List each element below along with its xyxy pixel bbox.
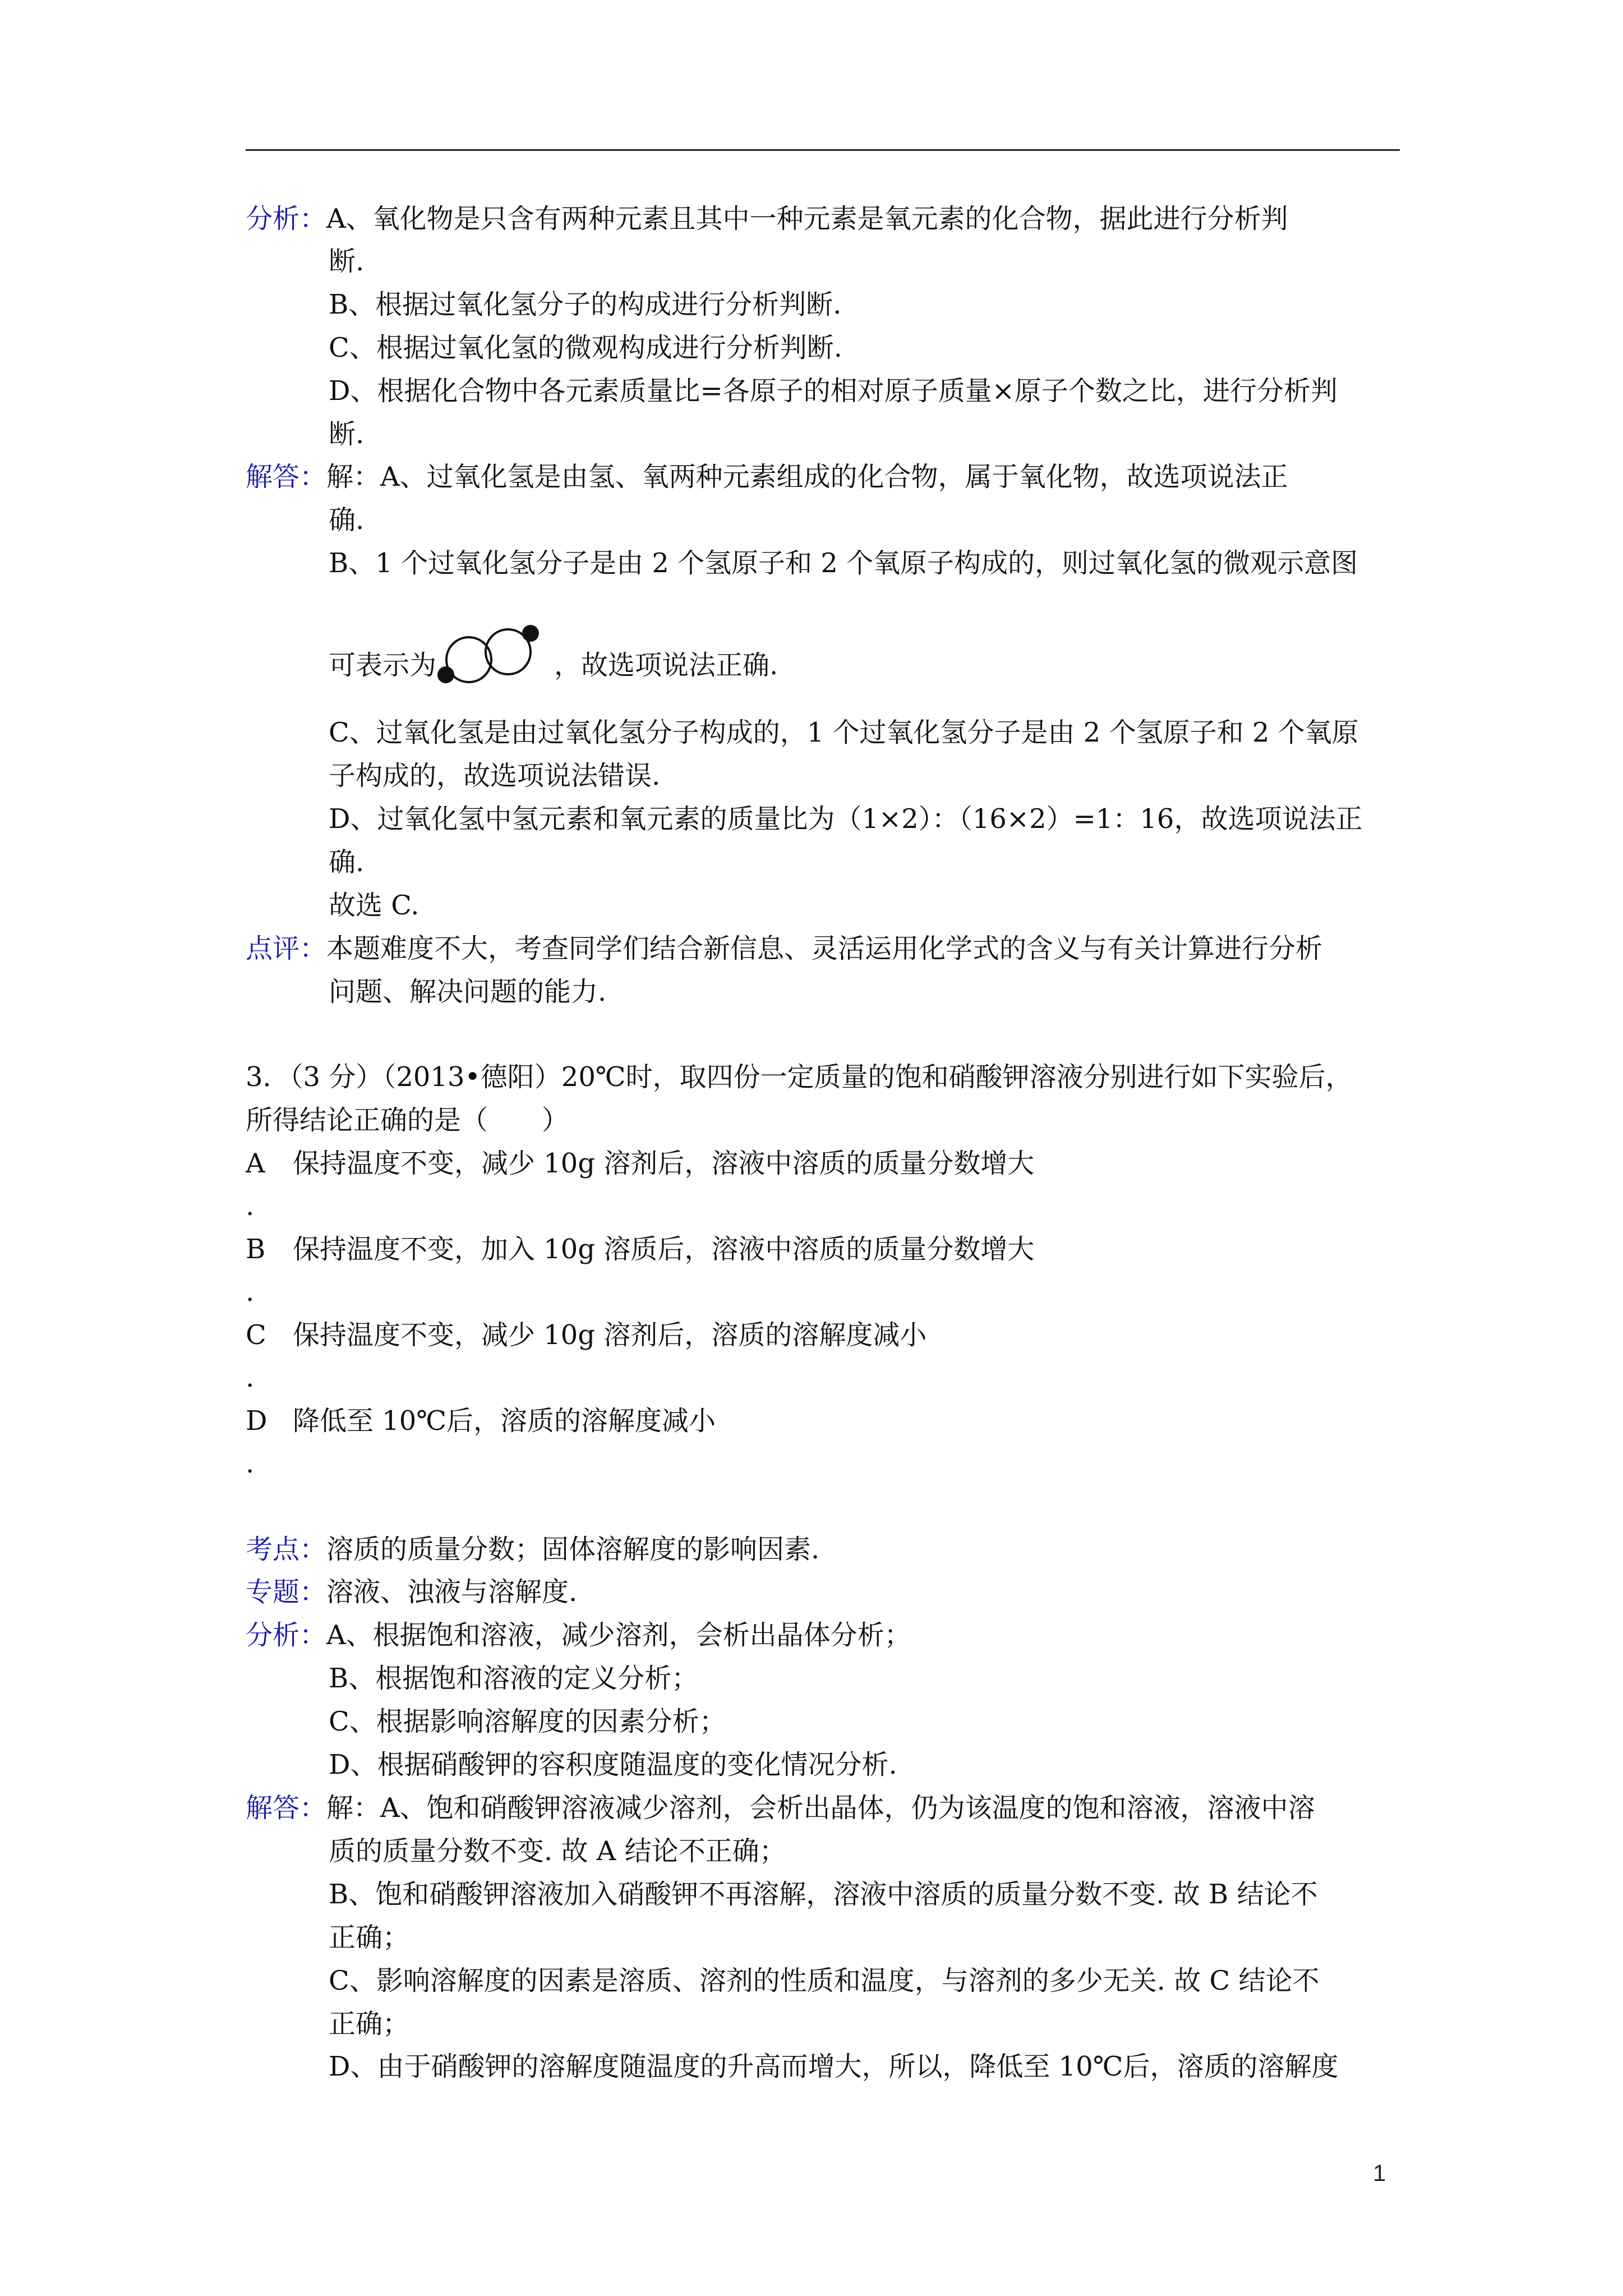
answer-b2-suffix: ，故选项说法正确. — [554, 650, 778, 681]
page-number: 1 — [1373, 2160, 1386, 2186]
answer-line-b1: B、1 个过氧化氢分子是由 2 个氢原子和 2 个氧原子构成的，则过氧化氢的微观示意图 — [329, 547, 1358, 579]
comment-line-1 — [246, 927, 1322, 970]
option-letter: C — [246, 1319, 266, 1351]
zhuanti-text: 溶液、浊液与溶解度. — [326, 1576, 578, 1608]
zhuanti-label: 专题： — [246, 1576, 327, 1608]
option-text: 降低至 10℃后，溶质的溶解度减小 — [293, 1405, 716, 1437]
analysis-text: A、氧化物是只含有两种元素且其中一种元素是氧元素的化合物，据此进行分析判 — [326, 203, 1288, 234]
hydrogen-peroxide-molecule-diagram — [436, 624, 554, 685]
q3-answer-line-b1: B、饱和硝酸钾溶液加入硝酸钾不再溶解，溶液中溶质的质量分数不变. 故 B 结论不 — [329, 1879, 1318, 1910]
answer-line-d2: 确. — [329, 846, 365, 878]
q3-analysis-line-c: C、根据影响溶解度的因素分析； — [329, 1706, 726, 1737]
analysis-label: 分析： — [246, 203, 327, 234]
analysis-line-c: C、根据过氧化氢的微观构成进行分析判断. — [329, 332, 842, 364]
analysis-line-d2: 断. — [329, 418, 365, 450]
q3-answer-text: 解：A、饱和硝酸钾溶液减少溶剂，会析出晶体，仍为该温度的饱和溶液，溶液中溶 — [326, 1792, 1315, 1824]
answer-line-a1 — [246, 455, 1288, 498]
q3-analysis-line-d: D、根据硝酸钾的容积度随温度的变化情况分析. — [329, 1749, 897, 1780]
molecule-svg — [436, 624, 554, 685]
option-letter: A — [246, 1148, 265, 1179]
option-a — [246, 1142, 1034, 1185]
answer-line-d1: D、过氧化氢中氢元素和氧元素的质量比为（1×2）：（16×2）=1：16，故选项说法正 — [329, 803, 1363, 835]
answer-label: 解答： — [246, 461, 327, 493]
option-letter: D — [246, 1405, 268, 1437]
option-d-dot: . — [246, 1448, 255, 1479]
q3-analysis-text: A、根据饱和溶液，减少溶剂，会析出晶体分析； — [326, 1619, 911, 1651]
comment-line-2: 问题、解决问题的能力. — [329, 976, 607, 1007]
option-c-dot: . — [246, 1362, 255, 1393]
option-letter: B — [246, 1234, 266, 1265]
kaodian-label: 考点： — [246, 1534, 327, 1565]
q3-analysis-label: 分析： — [246, 1619, 327, 1651]
q3-answer-line-c2: 正确； — [329, 2008, 410, 2040]
answer-line-b2 — [329, 624, 778, 687]
analysis-line-d1: D、根据化合物中各元素质量比=各原子的相对原子质量×原子个数之比，进行分析判 — [329, 375, 1338, 407]
q3-answer-line-b2: 正确； — [329, 1922, 410, 1953]
answer-b2-prefix: 可表示为 — [329, 650, 437, 681]
option-b-dot: . — [246, 1276, 255, 1308]
question3-stem-2: 所得结论正确的是（ ） — [246, 1105, 569, 1136]
answer-choice: 故选 C. — [329, 890, 419, 921]
option-d — [246, 1400, 716, 1442]
answer-text: 解：A、过氧化氢是由氢、氧两种元素组成的化合物，属于氧化物，故选项说法正 — [326, 461, 1288, 493]
kaodian-line — [246, 1528, 819, 1571]
header-rule — [246, 149, 1400, 151]
hydrogen-atom-right — [522, 625, 539, 642]
analysis-line-a2: 断. — [329, 246, 365, 277]
option-a-dot: . — [246, 1190, 255, 1222]
q3-answer-line-c1: C、影响溶解度的因素是溶质、溶剂的性质和温度，与溶剂的多少无关. 故 C 结论不 — [329, 1965, 1320, 1996]
answer-line-c1: C、过氧化氢是由过氧化氢分子构成的，1 个过氧化氢分子是由 2 个氢原子和 2 个氧原 — [329, 717, 1359, 748]
q3-answer-line-d1: D、由于硝酸钾的溶解度随温度的升高而增大，所以，降低至 10℃后，溶质的溶解度 — [329, 2051, 1339, 2082]
option-c — [246, 1314, 926, 1356]
option-text: 保持温度不变，减少 10g 溶剂后，溶质的溶解度减小 — [293, 1319, 927, 1351]
analysis-line-a1 — [246, 197, 1288, 240]
hydrogen-atom-left — [437, 666, 454, 683]
kaodian-text: 溶质的质量分数；固体溶解度的影响因素. — [326, 1534, 820, 1565]
q3-analysis-line-b: B、根据饱和溶液的定义分析； — [329, 1663, 699, 1694]
q3-answer-label: 解答： — [246, 1792, 327, 1824]
comment-text: 本题难度不大，考查同学们结合新信息、灵活运用化学式的含义与有关计算进行分析 — [326, 933, 1323, 964]
option-b — [246, 1228, 1034, 1271]
option-text: 保持温度不变，加入 10g 溶质后，溶液中溶质的质量分数增大 — [293, 1234, 1035, 1265]
answer-line-c2: 子构成的，故选项说法错误. — [329, 760, 661, 792]
q3-answer-line-a1 — [246, 1787, 1315, 1829]
comment-label: 点评： — [246, 933, 327, 964]
analysis-line-b: B、根据过氧化氢分子的构成进行分析判断. — [329, 289, 842, 320]
zhuanti-line — [246, 1571, 577, 1613]
answer-line-a2: 确. — [329, 504, 365, 536]
q3-analysis-line-a — [246, 1614, 911, 1657]
option-text: 保持温度不变，减少 10g 溶剂后，溶液中溶质的质量分数增大 — [293, 1148, 1035, 1179]
question3-stem-1: 3．（3 分）（2013•德阳）20℃时，取四份一定质量的饱和硝酸钾溶液分别进行如下实验后， — [246, 1061, 1353, 1093]
q3-answer-line-a2: 质的质量分数不变. 故 A 结论不正确； — [329, 1835, 786, 1867]
